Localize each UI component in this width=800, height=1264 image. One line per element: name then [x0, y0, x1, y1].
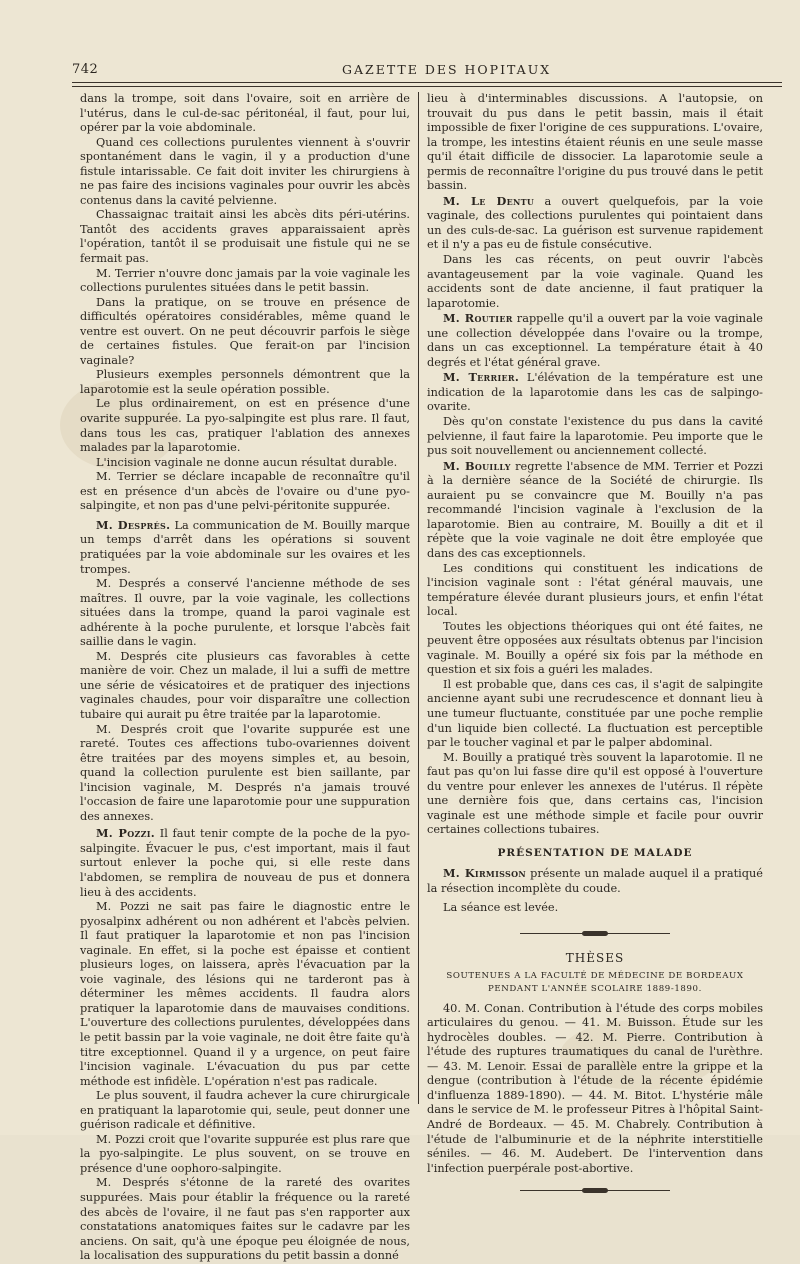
- paragraph: Toutes les objections théoriques qui ont été faites, ne peuvent être opposées aux résultats obtenus par l'incision vaginale. M. Bouilly a opéré six fois par la méthode en question et six fois a guéri les malades.: [427, 619, 763, 677]
- running-title: GAZETTE DES HOPITAUX: [342, 62, 552, 77]
- paragraph: lieu à d'interminables discussions. A l'autopsie, on trouvait du pus dans le petit bassin, mais il était impossible de fixer l'origine de ces suppurations. L'ovaire, la trompe, les intestins étaient réunis en une seule masse qu'il était difficile de dissocier. La laparotomie seule a permis de reconnaître l'origine du pus trouvé dans le petit bassin.: [427, 92, 763, 193]
- theses-title: THÈSES: [565, 951, 625, 966]
- speaker-text: Il faut tenir compte de la poche de la pyo-salpingite. Évacuer le pus, c'est important, mais il faut surtout enlever la poche qui, si elle reste dans l'abdomen, se remplira de nouveau de pus et donnera lieu à des accidents.: [80, 827, 410, 899]
- theses-subtitle: PENDANT L'ANNÉE SCOLAIRE 1889-1890.: [488, 983, 702, 994]
- paragraph: M. Després s'étonne de la rareté des ovarites suppurées. Mais pour établir la fréquence ou la rareté des abcès de l'ovaire, il ne faut pas s'en rapporter aux constatations anatomiques faites sur le cadavre par les anciens. On sait, qu'à une époque peu éloignée de nous, la localisation des suppurations du petit bassin a donné: [80, 1176, 410, 1263]
- paragraph-speaker: [427, 370, 763, 415]
- ornamental-separator: [520, 931, 670, 937]
- speaker-name: M. Routier: [443, 311, 513, 326]
- speaker-text: L'élévation de la température est une indication de la laparotomie dans les cas de salpingo-ovarite.: [427, 371, 763, 414]
- paragraph-speaker: [427, 311, 763, 370]
- page-header: [72, 60, 782, 80]
- paragraph: M. Després a conservé l'ancienne méthode de ses maîtres. Il ouvre, par la voie vaginale, les collections situées dans la trompe, quand la paroi vaginale est adhérente à la poche purulente, et lorsque l'abcès fait saillie dans le vagin.: [80, 577, 410, 649]
- speaker-text: présente un malade auquel il a pratiqué la résection incomplète du coude.: [427, 867, 763, 895]
- paragraph: dans la trompe, soit dans l'ovaire, soit en arrière de l'utérus, dans le cul-de-sac péritonéal, il faut, pour lui, opérer par la voie abdominale.: [80, 92, 410, 135]
- section-heading: PRÉSENTATION DE MALADE: [497, 846, 693, 859]
- paragraph: Il est probable que, dans ces cas, il s'agit de salpingite ancienne ayant subi une recrudescence et donnant lieu à une tumeur fluctuante, constituée par une poche remplie d'un liquide bien collecté. La fluctuation est perceptible par le toucher vaginal et par le palper abdominal.: [427, 677, 763, 750]
- paragraph: La séance est levée.: [443, 900, 559, 914]
- header-rule: [72, 82, 782, 87]
- paragraph-speaker: [80, 826, 410, 900]
- column-divider: [418, 92, 419, 1104]
- theses-list: 40. M. Conan. Contribution à l'étude des corps mobiles articulaires du genou. — 41. M. Buisson. Étude sur les hydrocèles doubles. — 42. M. Pierre. Contribution à l'étude des ruptures traumatiques du canal de l'urèthre. — 43. M. Lenoir. Essai de parallèle entre la grippe et la dengue (contribution à l'étude de la récente épidémie d'influenza 1889-1890). — 44. M. Bitot. L'hystérie mâle dans le service de M. le professeur Pitres à l'hôpital Saint-André de Bordeaux. — 45. M. Chabrely. Contribution à l'étude de l'albuminurie et de la néphrite interstitielle séniles. — 46. M. Audebert. De l'intervention dans l'infection puerpérale post-abortive.: [427, 1001, 763, 1175]
- paragraph-speaker: [427, 194, 763, 253]
- speaker-text: regrette l'absence de MM. Terrier et Pozzi à la dernière séance de la Société de chirurgie. Ils auraient pu se convaincre que M. Bouilly n'a pas recommandé l'incision vaginale à l'exclusion de la laparotomie. Bien au contraire, M. Bouilly a dit et il répète que la voie vaginale ne doit être employée que dans des cas exceptionnels.: [427, 459, 763, 560]
- paragraph: M. Pozzi ne sait pas faire le diagnostic entre le pyosalpinx adhérent ou non adhérent et l'abcès pelvien. Il faut pratiquer la laparotomie et non pas l'incision vaginale. En effet, si la poche est épaisse et contient plusieurs loges, on laissera, après l'évacuation par la voie vaginale, des lésions qui ne tarderont pas à déterminer les mêmes accidents. Il faudra alors pratiquer la laparotomie dans de mauvaises conditions. L'ouverture des collections purulentes, développées dans le petit bassin par la voie vaginale, ne doit être faite qu'à titre exceptionnel. Quand il y a urgence, on peut faire l'incision vaginale. L'évacuation du pus par cette méthode est infidèle. L'opération n'est pas radicale.: [80, 900, 410, 1088]
- paragraph-speaker: [427, 459, 763, 562]
- speaker-name: M. Kirmisson: [443, 866, 526, 881]
- paragraph: Les conditions qui constituent les indications de l'incision vaginale sont : l'état général mauvais, une température élevée durant plusieurs jours, et enfin l'état local.: [427, 561, 763, 619]
- paragraph: Le plus ordinairement, on est en présence d'une ovarite suppurée. La pyo-salpingite est plus rare. Il faut, dans tous les cas, pratiquer l'ablation des annexes malades par la laparotomie.: [80, 397, 410, 455]
- paragraph-speaker: [427, 866, 763, 896]
- paragraph: M. Després croit que l'ovarite suppurée est une rareté. Toutes ces affections tubo-ovariennes doivent être traitées par des moyens simples et, au besoin, quand la collection purulente est bien saillante, par l'incision vaginale, M. Després n'a jamais trouvé l'occasion de faire une laparotomie pour une suppuration des annexes.: [80, 722, 410, 823]
- paragraph: M. Terrier se déclare incapable de reconnaître qu'il est en présence d'un abcès de l'ovaire ou d'une pyo-salpingite, et non pas d'une pelvi-péritonite suppurée.: [80, 470, 410, 513]
- speaker-name: M. Terrier.: [443, 370, 520, 385]
- paragraph: Chassaignac traitait ainsi les abcès dits péri-utérins. Tantôt des accidents graves apparaissaient après l'opération, tantôt il se produisait une fistule qui ne se fermait pas.: [80, 208, 410, 266]
- left-column: [80, 92, 410, 1264]
- paragraph: L'incision vaginale ne donne aucun résultat durable.: [96, 455, 398, 469]
- paragraph: Plusieurs exemples personnels démontrent que la laparotomie est la seule opération possible.: [80, 368, 410, 396]
- paragraph: Dans la pratique, on se trouve en présence de difficultés opératoires considérables, même quand le ventre est ouvert. On ne peut découvrir parfois le siège de certaines fistules. Que ferait-on par l'incision vaginale?: [80, 295, 410, 367]
- speaker-text: rappelle qu'il a ouvert par la voie vaginale une collection développée dans l'ovaire ou la trompe, dans un cas exceptionnel. La température était à 40 degrés et l'état général grave.: [427, 312, 763, 369]
- paragraph: M. Pozzi croit que l'ovarite suppurée est plus rare que la pyo-salpingite. Le plus souvent, on se trouve en présence d'une oophoro-salpingite.: [80, 1132, 410, 1175]
- paragraph: Dès qu'on constate l'existence du pus dans la cavité pelvienne, il faut faire la laparotomie. Peu importe que le pus soit nouvellement ou anciennement collecté.: [427, 415, 763, 458]
- speaker-name: M. Le Dentu: [443, 193, 535, 208]
- paragraph: M. Després cite plusieurs cas favorables à cette manière de voir. Chez un malade, il lui a suffi de mettre une série de vésicatoires et de pratiquer des injections vaginales chaudes, pour voir disparaître une collection tubaire qui aurait pu être traitée par la laparotomie.: [80, 649, 410, 721]
- theses-subtitle: SOUTENUES A LA FACULTÉ DE MÉDECINE DE BORDEAUX: [446, 970, 744, 981]
- paragraph-speaker: [80, 518, 410, 577]
- paragraph: M. Bouilly a pratiqué très souvent la laparotomie. Il ne faut pas qu'on lui fasse dire qu'il est opposé à l'ouverture du ventre pour enlever les annexes de l'utérus. Il répète une dernière fois que, dans certains cas, l'incision vaginale est une méthode simple et facile pour ouvrir certaines collections tubaires.: [427, 750, 763, 837]
- page-number: 742: [72, 62, 99, 77]
- speaker-text: La communication de M. Bouilly marque un temps d'arrêt dans les opérations si souvent pratiquées par la voie abdominale sur les ovaires et les trompes.: [80, 518, 410, 576]
- paragraph: Quand ces collections purulentes viennent à s'ouvrir spontanément dans le vagin, il y a production d'une fistule intarissable. Ce fait doit inviter les chirurgiens à ne pas faire des incisions vaginales pour ouvrir les abcès contenus dans la cavité pelvienne.: [80, 135, 410, 207]
- paragraph: Le plus souvent, il faudra achever la cure chirurgicale en pratiquant la laparotomie qui, seule, peut donner une guérison radicale et définitive.: [80, 1089, 410, 1132]
- speaker-text: a ouvert quelquefois, par la voie vaginale, des collections purulentes qui pointaient dans un des culs-de-sac. La guérison est survenue rapidement et il n'y a pas eu de fistule consécutive.: [427, 194, 764, 252]
- ornamental-separator: [520, 1188, 670, 1194]
- paragraph: M. Terrier n'ouvre donc jamais par la voie vaginale les collections purulentes situées dans le petit bassin.: [80, 266, 410, 295]
- paragraph: Dans les cas récents, on peut ouvrir l'abcès avantageusement par la voie vaginale. Quand les accidents sont de date ancienne, il faut pratiquer la laparotomie.: [427, 253, 763, 310]
- speaker-name: M. Bouilly: [443, 458, 511, 473]
- speaker-name: M. Després.: [96, 517, 171, 532]
- right-column: [427, 92, 763, 1208]
- speaker-name: M. Pozzi.: [96, 826, 156, 841]
